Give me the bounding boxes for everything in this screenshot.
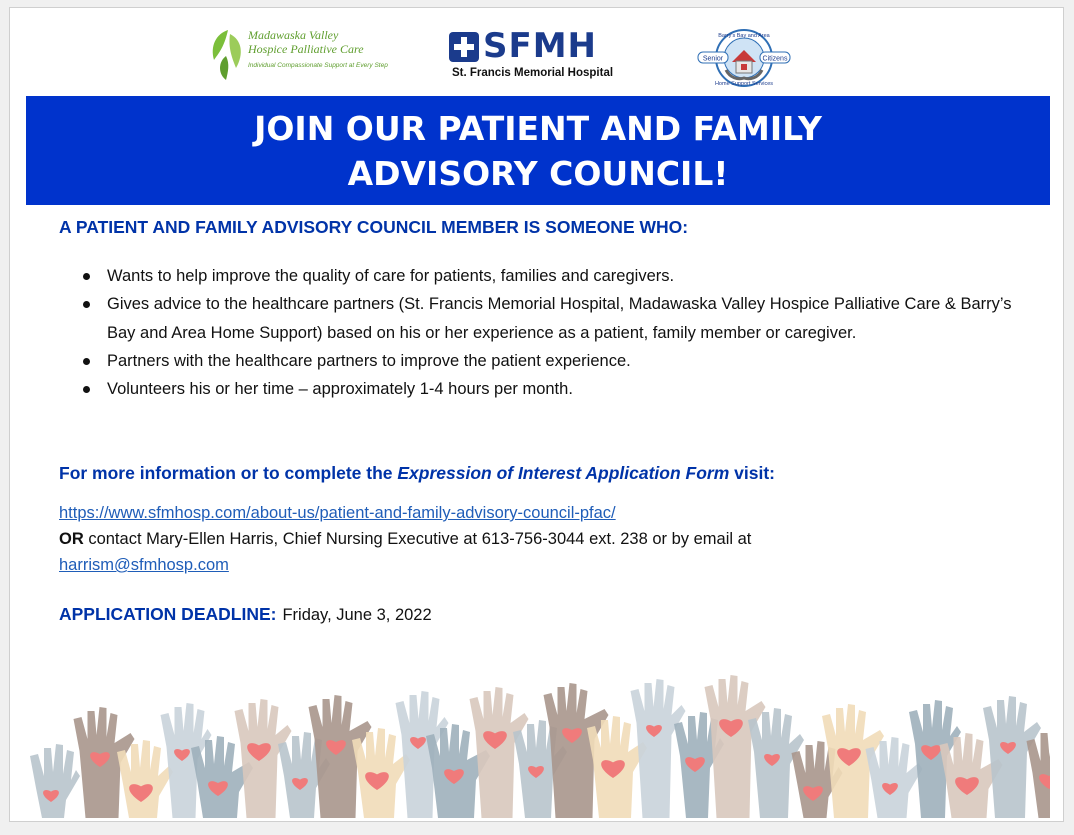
raised-hand	[631, 679, 686, 818]
banner-line1: JOIN OUR PATIENT AND FAMILY	[254, 109, 822, 148]
member-heading: A PATIENT AND FAMILY ADVISORY COUNCIL MEMBER IS SOMEONE WHO:	[59, 217, 689, 237]
contact-block	[59, 500, 1029, 578]
list-item: Gives advice to the healthcare partners (St. Francis Memorial Hospital, Madawaska Valley Hospice Palliative Care & Barry’s Bay and Area Home Support) based on his or her experience as a patient, family member or caregiver.	[59, 290, 1029, 347]
info-heading-post: visit:	[729, 463, 775, 483]
butterfly-leaf-icon	[208, 26, 246, 82]
member-bullet-list	[59, 262, 1029, 403]
or-label: OR	[59, 530, 84, 548]
raised-hand	[30, 744, 80, 818]
contact-text: contact Mary-Ellen Harris, Chief Nursing Executive at 613-756-3044 ext. 238 or by email at	[83, 530, 752, 548]
cross-icon	[449, 32, 479, 62]
raised-hand	[117, 740, 173, 818]
mv-name-line2: Hospice Palliative Care	[248, 42, 364, 56]
list-item: Partners with the healthcare partners to improve the patient experience.	[59, 347, 1029, 375]
info-heading	[59, 463, 775, 484]
raised-hands-illustration	[26, 668, 1050, 818]
seal-left-text: Senior	[702, 55, 724, 63]
sfmh-wordmark: SFMH	[483, 26, 598, 66]
mv-name-line1: Madawaska Valley	[248, 28, 339, 42]
seal-bottom-text: Home Support Services	[714, 81, 774, 87]
raised-hand	[352, 728, 410, 818]
sfmh-subtitle: St. Francis Memorial Hospital	[452, 67, 614, 79]
list-item: Wants to help improve the quality of care for patients, families and caregivers.	[59, 262, 1029, 290]
flyer-page	[9, 7, 1064, 822]
madawaska-valley-logo	[208, 26, 398, 82]
seal-top-text: Barry's Bay and Area	[718, 33, 770, 39]
list-item: Volunteers his or her time – approximately 1-4 hours per month.	[59, 375, 1029, 403]
banner-title	[26, 106, 1050, 196]
sfmh-logo	[449, 26, 629, 80]
deadline-value: Friday, June 3, 2022	[282, 606, 432, 624]
title-banner	[26, 96, 1050, 205]
deadline-label: APPLICATION DEADLINE:	[59, 604, 277, 624]
info-heading-form-name: Expression of Interest Application Form	[397, 463, 730, 483]
email-link[interactable]: harrism@sfmhosp.com	[59, 556, 229, 574]
barrys-bay-home-support-logo	[692, 28, 796, 88]
banner-line2: ADVISORY COUNCIL!	[347, 154, 729, 193]
raised-hand	[866, 737, 923, 818]
logo-strip	[10, 8, 1063, 96]
seal-right-text: Citizens	[762, 55, 788, 63]
info-heading-pre: For more information or to complete the	[59, 463, 398, 483]
mv-tagline: Individual Compassionate Support at Every Step	[248, 62, 388, 69]
raised-hand	[1027, 729, 1051, 818]
deadline-row	[59, 604, 432, 625]
pfac-url-link[interactable]: https://www.sfmhosp.com/about-us/patient-and-family-advisory-council-pfac/	[59, 504, 616, 522]
home-support-seal-icon	[692, 28, 796, 88]
